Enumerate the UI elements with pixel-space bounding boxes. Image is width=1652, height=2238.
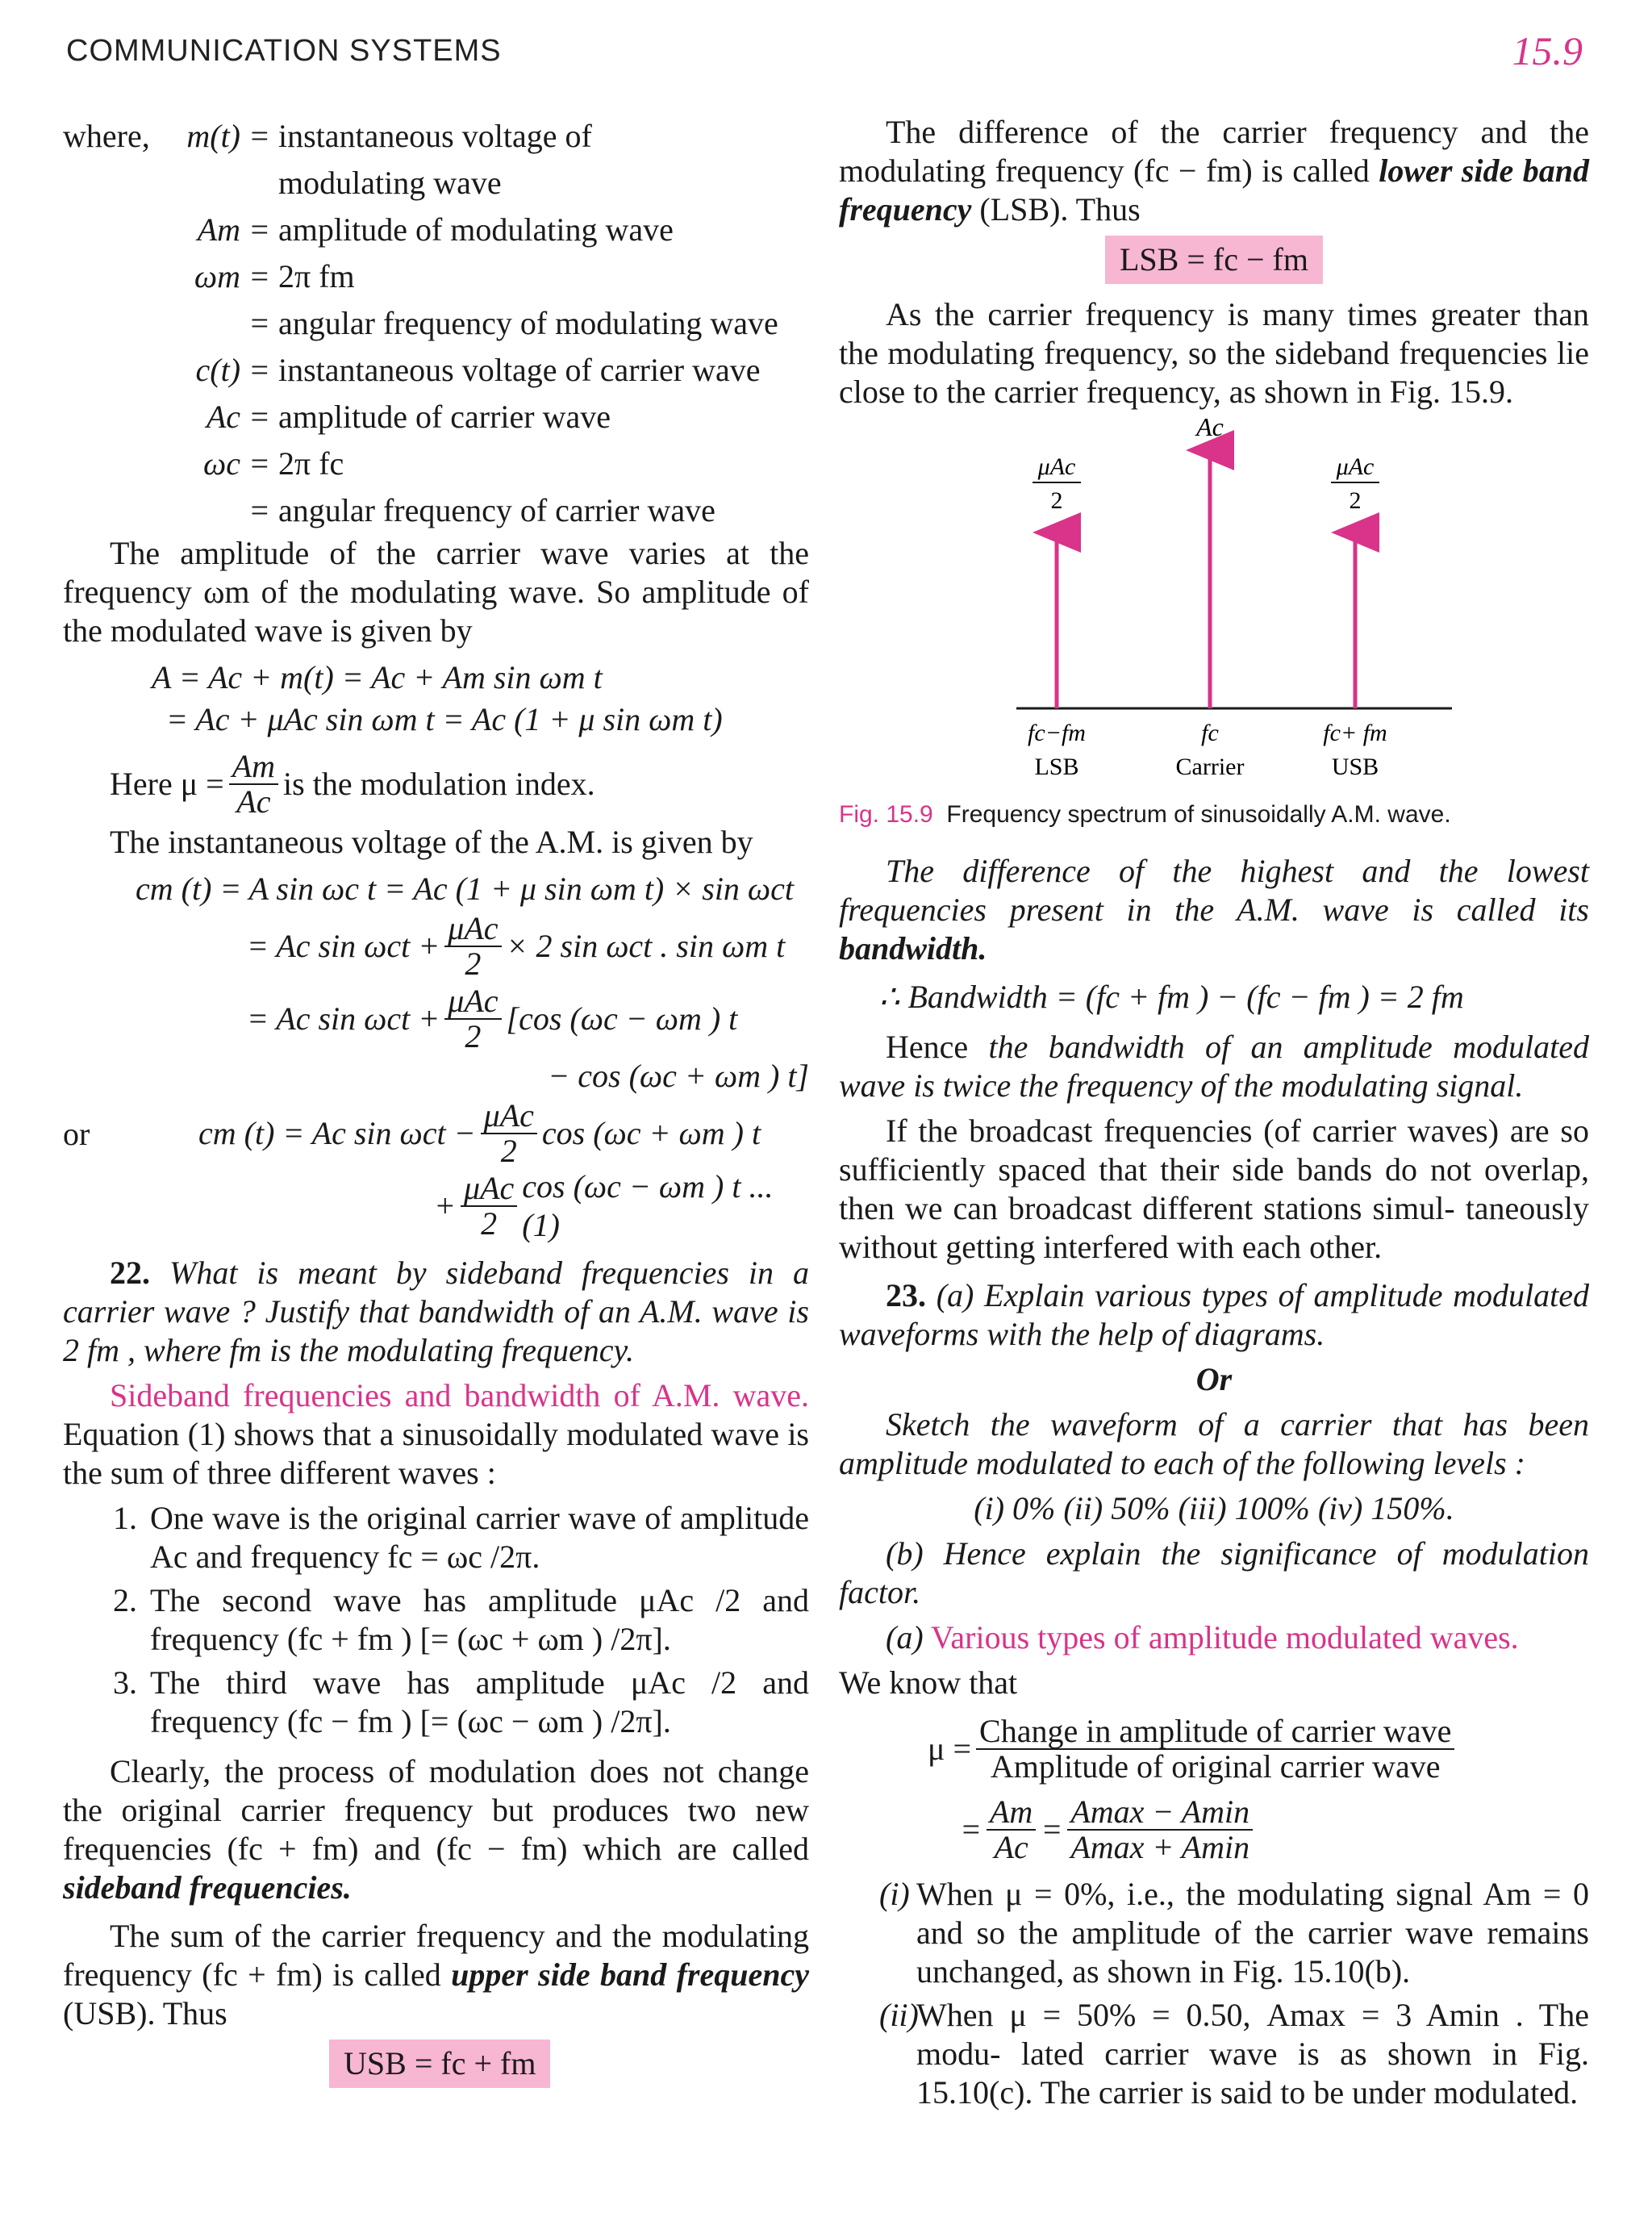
list-number: 1. <box>113 1500 137 1536</box>
list-number: 2. <box>113 1582 137 1618</box>
carrier-frequency-label: fc <box>1201 720 1219 746</box>
paragraph: The difference of the carrier frequency and the modulating frequency (fc − fm) is called lower side band frequency (LSB). Thus <box>839 114 1589 228</box>
left-column <box>63 113 809 2088</box>
equation: or cm (t) = Ac sin ωct − $\frac{\text{μAc}}{2}$ cos (ωc + ωm ) t <box>63 1097 761 1169</box>
frequency-spectrum-figure <box>839 418 1589 789</box>
or-label: or <box>63 1116 90 1152</box>
fraction: $\frac{Am}{Ac}$ <box>987 1795 1036 1864</box>
definition-text: 2π fm <box>278 258 355 294</box>
wave-list <box>63 1499 809 1741</box>
levels: (i) 0% (ii) 50% (iii) 100% (iv) 150%. <box>974 1490 1454 1526</box>
list-text: The second wave has amplitude μAc /2 and frequency (fc + fm ) [= (ωc + ωm ) /2π]. <box>150 1582 809 1657</box>
usb-amplitude-num: μAc <box>1336 453 1375 480</box>
lsb-frequency-label: fc−fm <box>1028 720 1086 746</box>
denominator: Ac <box>236 783 271 820</box>
definition-symbol: = <box>248 305 270 341</box>
definition-text: instantaneous voltage of carrier wave <box>278 352 761 388</box>
equation: = Ac + μAc sin ωm t = Ac (1 + μ sin ωm t) <box>166 701 723 737</box>
equation: cm (t) = A sin ωc t = Ac (1 + μ sin ωm t) × sin ωct <box>136 871 795 907</box>
definition-symbol: m(t) = <box>186 118 270 154</box>
paragraph: We know that <box>839 1664 1018 1701</box>
definition-text: instantaneous voltage of <box>278 118 592 154</box>
carrier-label: Carrier <box>1175 754 1245 780</box>
paragraph: Clearly, the process of modulation does not change the original carrier frequency but produces two new frequencies (fc + fm) and (fc − fm) which are called sideband frequencies. <box>63 1753 809 1906</box>
running-header: COMMUNICATION SYSTEMS <box>66 34 502 68</box>
case-item: (i) When μ = 0%, i.e., the modulating signal Am = 0 and so the amplitude of the carrier wave remains unchanged, as shown in Fig. 15.10(b). <box>879 1876 1589 1990</box>
definition-row <box>63 113 809 160</box>
equation: − cos (ωc + ωm ) t] <box>548 1058 809 1094</box>
paragraph: If the broadcast frequencies (of carrier waves) are so sufficiently spaced that their side bands do not overlap, then we can broadcast different stations simul- taneously without getting interfered with each other. <box>839 1113 1589 1265</box>
definition-text: amplitude of modulating wave <box>278 211 674 248</box>
equation: = Ac sin ωct + $\frac{\text{μAc}}{2}$ [cos (ωc − ωm ) t <box>247 983 738 1054</box>
fraction: $\frac{\text{μAc}}{2}$ <box>481 1099 537 1168</box>
text: is the modulation index. <box>283 766 595 802</box>
or-label: Or <box>1195 1361 1233 1397</box>
question-22: 22. What is meant by sideband frequencies in a carrier wave ? Justify that bandwidth of an A.M. wave is 2 fm , where fm is the modulating frequency. <box>63 1255 810 1368</box>
usb-frequency-label: fc+ fm <box>1323 720 1387 746</box>
modulation-factor-equation: μ = $\frac{\text{Change in amplitude of carrier wave}}{\text{Amplitude of original carrier wave}}$ <box>928 1709 1589 1789</box>
fraction: $\frac{Amax - Amin}{Amax + Amin}$ <box>1067 1795 1253 1864</box>
section-heading: Various types of amplitude modulated waves. <box>930 1619 1519 1656</box>
lsb-amplitude-num: μAc <box>1037 453 1076 480</box>
equation: A = Ac + m(t) = Ac + Am sin ωm t <box>152 659 603 695</box>
section-heading: Sideband frequencies and bandwidth of A.M. wave. <box>110 1377 809 1413</box>
lsb-formula: LSB = fc − fm <box>1105 236 1589 284</box>
bandwidth-equation: ∴ Bandwidth = (fc + fm ) − (fc − fm ) = 2 fm <box>879 979 1464 1015</box>
figure-caption: Fig. 15.9 Frequency spectrum of sinusoidally A.M. wave. <box>839 801 1451 828</box>
fraction: $\frac{\text{Change in amplitude of carrier wave}}{\text{Amplitude of original carrier wave}}$ <box>976 1714 1454 1784</box>
equation-block <box>152 657 809 741</box>
paragraph: As the carrier frequency is many times greater than the modulating frequency, so the sideband frequencies lie close to the carrier frequency, as shown in Fig. 15.9. <box>839 296 1589 410</box>
definition-text: 2π fc <box>278 445 344 482</box>
paragraph: Hence the bandwidth of an amplitude modulated wave is twice the frequency of the modulating signal. <box>839 1029 1590 1104</box>
paragraph: The amplitude of the carrier wave varies at the frequency ωm of the modulating wave. So amplitude of the modulated wave is given by <box>63 535 809 649</box>
definition-row <box>63 441 809 487</box>
paragraph: The difference of the highest and the lowest frequencies present in the A.M. wave is called its bandwidth. <box>839 853 1589 967</box>
definition-symbol: Am = <box>197 211 270 248</box>
where-label: where, <box>63 118 150 154</box>
definition-symbol: ωm = <box>194 258 270 294</box>
text: Here μ = <box>110 766 224 802</box>
page-number: 15.9 <box>1512 28 1583 73</box>
right-column <box>839 113 1589 2117</box>
definition-text: angular frequency of carrier wave <box>278 492 715 528</box>
case-item: (ii) When μ = 50% = 0.50, Amax = 3 Amin . The modu- lated carrier wave is as shown in Fig. 15.10(c). The carrier is said to be under modulated. <box>879 1997 1589 2111</box>
carrier-amplitude-label: Ac <box>1196 418 1224 441</box>
fraction <box>229 749 278 819</box>
definition-row <box>63 394 809 441</box>
usb-amplitude-den: 2 <box>1349 487 1362 514</box>
lsb-label: LSB <box>1034 754 1079 780</box>
definition-symbol: c(t) = <box>195 352 270 388</box>
list-item <box>113 1499 809 1576</box>
definition-symbol: Ac = <box>206 399 270 435</box>
answer-22: Sideband frequencies and bandwidth of A.M. wave. Equation (1) shows that a sinusoidally modulated wave is the sum of three different waves : <box>63 1377 809 1491</box>
definition-row <box>63 253 809 300</box>
definition-row <box>63 300 809 347</box>
definition-row <box>63 207 809 253</box>
question-23: 23. (a) Explain various types of amplitude modulated waveforms with the help of diagrams. <box>839 1277 1590 1352</box>
definitions-block <box>63 113 809 534</box>
question-23-alt: Sketch the waveform of a carrier that has been amplitude modulated to each of the following levels : <box>839 1406 1589 1481</box>
lsb-amplitude-den: 2 <box>1050 487 1063 514</box>
usb-formula: USB = fc + fm <box>329 2040 809 2088</box>
paragraph: The sum of the carrier frequency and the modulating frequency (fc + fm) is called upper side band frequency (USB). Thus <box>63 1918 810 2031</box>
list-text: One wave is the original carrier wave of amplitude Ac and frequency fc = ωc /2π. <box>150 1500 809 1575</box>
definition-row <box>63 487 809 534</box>
equation-block <box>136 868 809 1097</box>
paragraph: The instantaneous voltage of the A.M. is given by <box>110 824 753 860</box>
list-item <box>113 1581 809 1659</box>
fraction: $\frac{\text{μAc}}{2}$ <box>461 1171 517 1241</box>
definition-symbol: = <box>248 492 270 528</box>
definition-text: angular frequency of modulating wave <box>278 305 778 341</box>
numerator: Am <box>229 749 278 785</box>
modulation-index-line <box>110 748 809 820</box>
equation: = Ac sin ωct + $\frac{\text{μAc}}{2}$ × 2 sin ωct . sin ωm t <box>247 910 786 982</box>
list-item <box>113 1664 809 1741</box>
fraction: $\frac{\text{μAc}}{2}$ <box>444 984 501 1054</box>
usb-label: USB <box>1331 754 1379 780</box>
answer-23: (a) Various types of amplitude modulated waves. <box>886 1619 1519 1656</box>
definition-symbol: ωc = <box>203 445 270 482</box>
definition-row <box>63 347 809 394</box>
list-text: The third wave has amplitude μAc /2 and frequency (fc − fm ) [= (ωc − ωm ) /2π]. <box>150 1664 809 1739</box>
list-number: 3. <box>113 1664 137 1701</box>
equation-1: + $\frac{\text{μAc}}{2}$ cos (ωc − ωm ) t ...(1) <box>434 1168 774 1243</box>
question-23-b: (b) Hence explain the significance of modulation factor. <box>839 1535 1589 1610</box>
fraction: $\frac{\text{μAc}}{2}$ <box>444 912 501 981</box>
definition-text: amplitude of carrier wave <box>278 399 611 435</box>
definition-text: modulating wave <box>278 165 502 201</box>
definition-row <box>63 160 809 207</box>
modulation-factor-equation: = $\frac{Am}{Ac}$ = $\frac{Amax - Amin}{Amax + Amin}$ <box>960 1789 1589 1870</box>
